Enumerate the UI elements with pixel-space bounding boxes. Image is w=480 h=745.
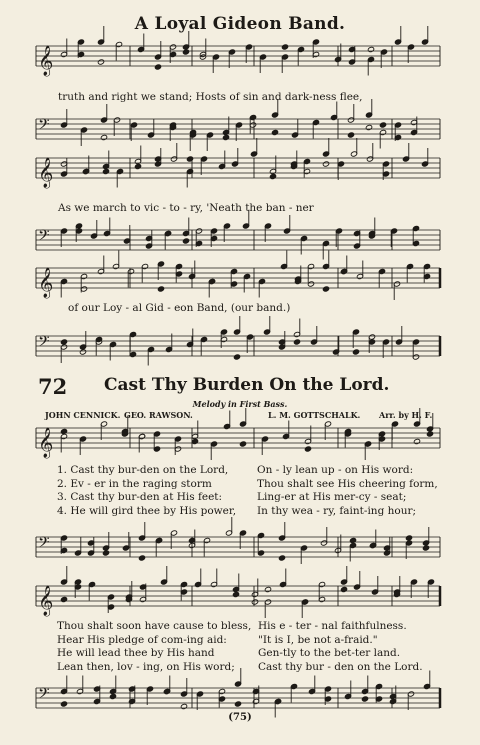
refrain-1-a: Thou shalt soon have cause to bless, bbox=[57, 620, 252, 632]
note-head bbox=[109, 693, 116, 699]
note-head bbox=[367, 46, 374, 52]
note-head bbox=[405, 535, 412, 541]
note-head bbox=[208, 278, 215, 284]
verse-2-a: 2. Ev - er in the raging storm bbox=[57, 477, 212, 490]
notes-staff-2 bbox=[60, 99, 417, 151]
verses-first-half bbox=[57, 464, 236, 518]
note-head bbox=[138, 555, 145, 561]
note-head bbox=[379, 122, 386, 128]
treble-clef-icon: 𝄞 bbox=[38, 428, 54, 458]
note-head bbox=[269, 173, 276, 179]
refrain-second-half bbox=[258, 620, 423, 674]
note-head bbox=[361, 696, 368, 702]
bass-clef-icon: 𝄢 bbox=[38, 227, 50, 248]
verse-4-a: 4. He will gird thee by His power, bbox=[57, 504, 237, 517]
treble-clef-icon: 𝄞 bbox=[38, 586, 54, 616]
hymn-subtitle: Melody in First Bass. bbox=[192, 399, 288, 409]
refrain-2-a: Hear His pledge of com-ing aid: bbox=[57, 633, 227, 646]
lyric-line-2: As we march to vic - to - ry, 'Neath the ban - ner bbox=[58, 202, 314, 214]
note-head bbox=[304, 446, 311, 452]
note-head bbox=[154, 64, 161, 70]
note-head bbox=[232, 591, 239, 597]
credit-adapter: GEO. RAWSON. bbox=[124, 410, 193, 420]
note-head bbox=[347, 132, 354, 138]
bass-clef-icon: 𝄢 bbox=[38, 534, 50, 555]
note-head bbox=[274, 698, 281, 704]
note-head bbox=[138, 433, 145, 439]
note-head bbox=[100, 134, 107, 140]
note-head bbox=[233, 354, 240, 360]
note-head bbox=[422, 545, 429, 551]
note-head bbox=[293, 339, 300, 345]
note-head bbox=[60, 596, 67, 602]
note-head bbox=[340, 586, 347, 592]
treble-clef-icon: 𝄞 bbox=[38, 46, 54, 76]
note-head bbox=[97, 59, 104, 65]
bass-clef-icon: 𝄢 bbox=[38, 116, 50, 137]
note-head bbox=[102, 168, 109, 174]
note-head bbox=[155, 537, 162, 543]
refrain-4-a: Lean then, lov - ing, on His word; bbox=[57, 660, 235, 673]
lyric-line-3: of our Loy - al Gid - eon Band, (our band.) bbox=[68, 302, 291, 314]
note-head bbox=[129, 351, 136, 357]
credit-words: JOHN CENNICK. bbox=[45, 410, 121, 420]
refrain-3-b: Gen-tly to the bet-ter land. bbox=[258, 647, 401, 659]
note-head bbox=[369, 542, 376, 548]
credit-arranger: Arr. by H. F. bbox=[379, 410, 433, 420]
credit-music: L. M. GOTTSCHALK. bbox=[268, 410, 361, 420]
note-head bbox=[322, 161, 329, 167]
verse-3-a: 3. Cast thy bur-den at His feet: bbox=[57, 491, 223, 503]
note-head bbox=[191, 438, 198, 444]
note-head bbox=[349, 537, 356, 543]
note-head bbox=[413, 438, 420, 444]
refrain-3-a: He will lead thee by His hand bbox=[57, 647, 215, 659]
verse-4-b: In thy wea - ry, faint-ing hour; bbox=[257, 504, 417, 517]
note-head bbox=[239, 441, 246, 447]
hymn-title-bottom: Cast Thy Burden On the Lord. bbox=[104, 375, 390, 395]
refrain-4-b: Cast thy bur - den on the Lord. bbox=[258, 660, 423, 673]
note-head bbox=[60, 339, 67, 345]
staff-1 bbox=[36, 46, 440, 66]
verse-3-b: Ling-er at His mer-cy - seat; bbox=[257, 491, 407, 503]
notes-staff-9 bbox=[60, 566, 434, 618]
note-head bbox=[60, 428, 67, 434]
note-head bbox=[157, 286, 164, 292]
note-head bbox=[222, 134, 229, 140]
refrain-first-half bbox=[57, 620, 251, 674]
verses-second-half bbox=[257, 464, 438, 518]
note-head bbox=[134, 163, 141, 169]
note-head bbox=[251, 599, 258, 605]
bass-clef-icon: 𝄢 bbox=[38, 685, 50, 706]
note-head bbox=[102, 550, 109, 556]
note-head bbox=[426, 431, 433, 437]
note-head bbox=[364, 441, 371, 447]
note-head bbox=[79, 349, 86, 355]
hymn-title-top: A Loyal Gideon Band. bbox=[134, 14, 346, 34]
hymn-number: 72 bbox=[38, 374, 68, 399]
refrain-1-b: His e - ter - nal faithfulness. bbox=[258, 620, 407, 632]
treble-clef-icon: 𝄞 bbox=[38, 158, 54, 188]
verse-2-b: Thou shalt see His cheering form, bbox=[257, 477, 438, 490]
note-head bbox=[281, 44, 288, 50]
note-head bbox=[180, 703, 187, 709]
note-head bbox=[271, 129, 278, 135]
treble-clef-icon: 𝄞 bbox=[38, 268, 54, 298]
note-head bbox=[352, 349, 359, 355]
note-head bbox=[322, 286, 329, 292]
note-head bbox=[60, 701, 67, 707]
verse-1-a: 1. Cast thy bur-den on the Lord, bbox=[57, 464, 229, 476]
note-head bbox=[264, 586, 271, 592]
bass-clef-icon: 𝄢 bbox=[38, 333, 50, 354]
notes-staff-5 bbox=[60, 251, 430, 301]
staff-8 bbox=[36, 537, 440, 557]
note-head bbox=[164, 230, 171, 236]
note-head bbox=[234, 701, 241, 707]
refrain-2-b: "It is I, be not a-fraid." bbox=[258, 633, 378, 646]
note-head bbox=[182, 238, 189, 244]
staff-2 bbox=[36, 119, 440, 139]
note-head bbox=[186, 156, 193, 162]
page-number: (75) bbox=[228, 712, 252, 723]
note-head bbox=[278, 555, 285, 561]
verse-1-b: On - ly lean up - on His word: bbox=[257, 464, 414, 476]
note-head bbox=[182, 49, 189, 55]
note-head bbox=[365, 124, 372, 130]
lyric-line-1: truth and right we stand; Hosts of sin and dark-ness flee, bbox=[58, 91, 363, 103]
